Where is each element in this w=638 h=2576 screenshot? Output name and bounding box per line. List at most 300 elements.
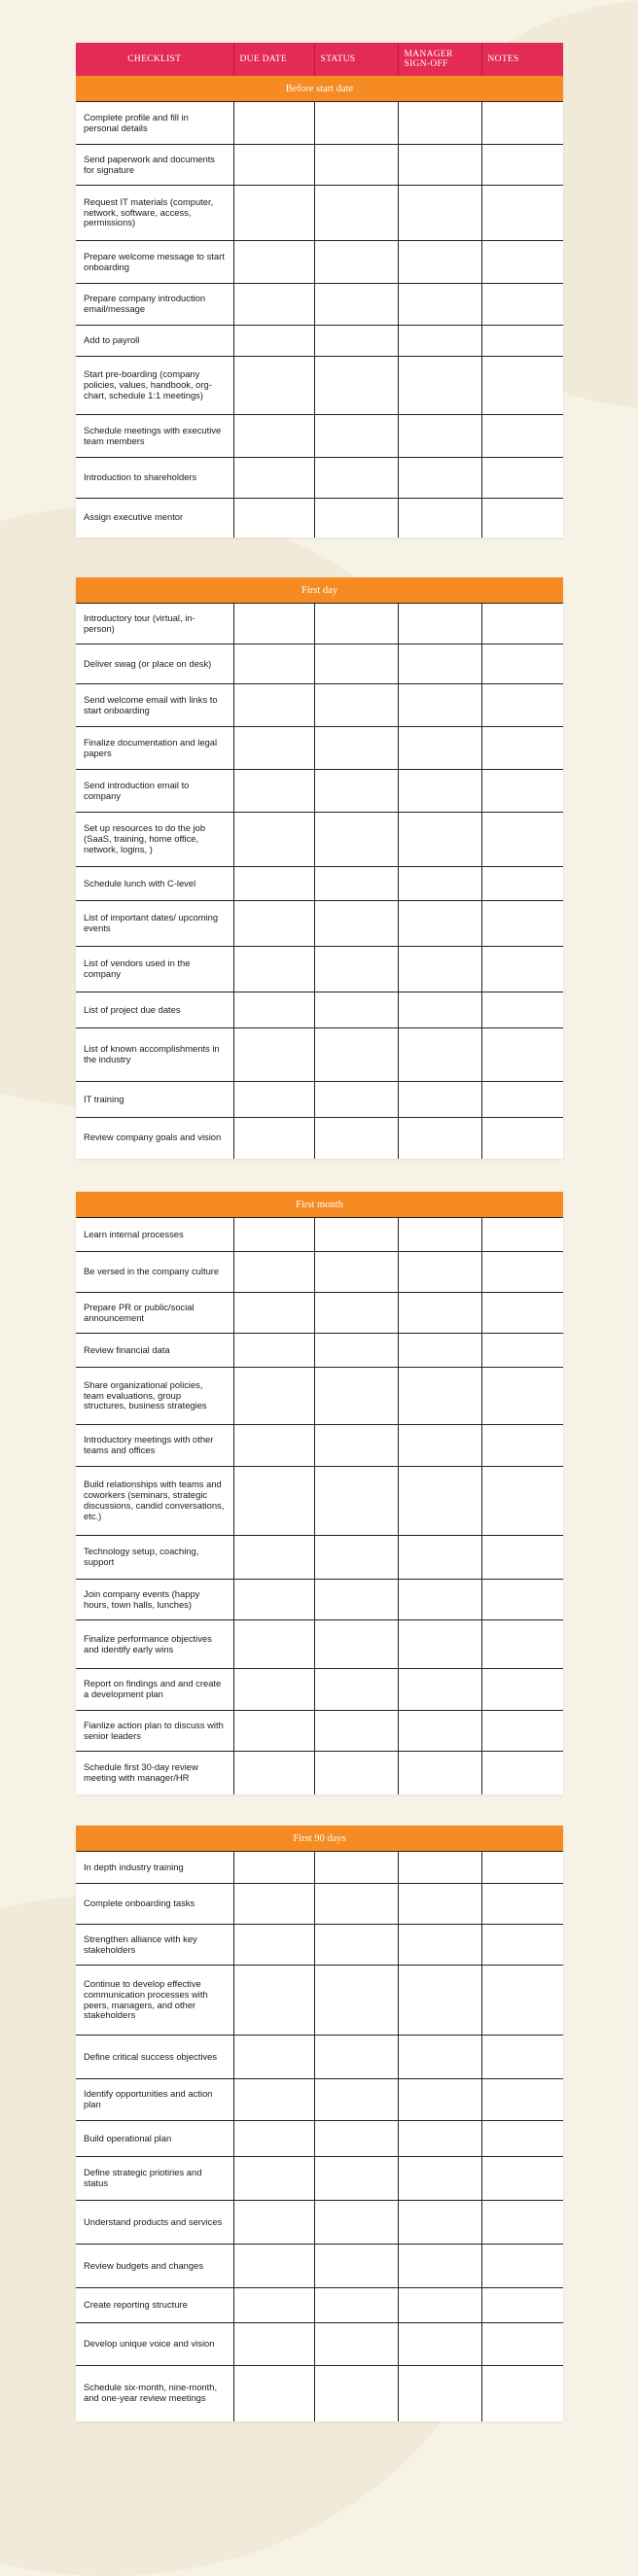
notes-cell[interactable] <box>481 867 563 901</box>
due-date-cell[interactable] <box>233 1082 314 1118</box>
due-date-cell[interactable] <box>233 241 314 284</box>
manager-signoff-cell[interactable] <box>398 1580 481 1620</box>
checklist-table-first-day <box>76 577 563 1159</box>
task-label: Finalize documentation and legal papers <box>76 727 233 770</box>
table-row <box>76 1620 563 1669</box>
manager-signoff-cell[interactable] <box>398 1293 481 1334</box>
due-date-cell[interactable] <box>233 1028 314 1082</box>
notes-cell[interactable] <box>481 326 563 357</box>
table-row <box>76 2366 563 2421</box>
due-date-cell[interactable] <box>233 1669 314 1711</box>
table-row <box>76 2121 563 2157</box>
notes-cell[interactable] <box>481 2079 563 2121</box>
status-cell[interactable] <box>314 1852 398 1884</box>
task-label: Develop unique voice and vision <box>76 2323 233 2366</box>
table-row <box>76 1884 563 1925</box>
task-label: Schedule six-month, nine-month, and one-year review meetings <box>76 2366 233 2421</box>
notes-cell[interactable] <box>481 415 563 458</box>
manager-signoff-cell[interactable] <box>398 1852 481 1884</box>
due-date-cell[interactable] <box>233 2201 314 2245</box>
status-cell[interactable] <box>314 357 398 415</box>
table-row <box>76 1467 563 1536</box>
due-date-cell[interactable] <box>233 1884 314 1925</box>
manager-signoff-cell[interactable] <box>398 102 481 145</box>
task-label: Be versed in the company culture <box>76 1252 233 1293</box>
manager-signoff-cell[interactable] <box>398 1118 481 1159</box>
status-cell[interactable] <box>314 145 398 186</box>
table-row <box>76 604 563 644</box>
notes-cell[interactable] <box>481 1334 563 1368</box>
due-date-cell[interactable] <box>233 102 314 145</box>
manager-signoff-cell[interactable] <box>398 1536 481 1580</box>
manager-signoff-cell[interactable] <box>398 1368 481 1425</box>
table-row <box>76 1368 563 1425</box>
status-cell[interactable] <box>314 186 398 241</box>
manager-signoff-cell[interactable] <box>398 1884 481 1925</box>
notes-cell[interactable] <box>481 1082 563 1118</box>
table-row <box>76 326 563 357</box>
notes-cell[interactable] <box>481 1425 563 1467</box>
manager-signoff-cell[interactable] <box>398 357 481 415</box>
table-row <box>76 813 563 867</box>
table-row <box>76 2323 563 2366</box>
due-date-cell[interactable] <box>233 284 314 326</box>
status-cell[interactable] <box>314 102 398 145</box>
column-header-status: STATUS <box>314 43 398 76</box>
notes-cell[interactable] <box>481 1620 563 1669</box>
due-date-cell[interactable] <box>233 186 314 241</box>
status-cell[interactable] <box>314 2121 398 2157</box>
task-label: List of project due dates <box>76 992 233 1028</box>
due-date-cell[interactable] <box>233 770 314 813</box>
notes-cell[interactable] <box>481 1580 563 1620</box>
manager-signoff-cell[interactable] <box>398 1082 481 1118</box>
due-date-cell[interactable] <box>233 1966 314 2036</box>
notes-cell[interactable] <box>481 2288 563 2323</box>
status-cell[interactable] <box>314 727 398 770</box>
notes-cell[interactable] <box>481 1368 563 1425</box>
task-label: Create reporting structure <box>76 2288 233 2323</box>
checklist-table-before-start <box>76 43 563 538</box>
status-cell[interactable] <box>314 1536 398 1580</box>
notes-cell[interactable] <box>481 1293 563 1334</box>
table-row <box>76 458 563 499</box>
status-cell[interactable] <box>314 813 398 867</box>
due-date-cell[interactable] <box>233 2288 314 2323</box>
manager-signoff-cell[interactable] <box>398 2323 481 2366</box>
manager-signoff-cell[interactable] <box>398 2036 481 2079</box>
table-row <box>76 684 563 727</box>
status-cell[interactable] <box>314 867 398 901</box>
table-row <box>76 770 563 813</box>
task-label: List of important dates/ upcoming events <box>76 901 233 947</box>
table-row <box>76 1752 563 1794</box>
due-date-cell[interactable] <box>233 684 314 727</box>
status-cell[interactable] <box>314 1252 398 1293</box>
manager-signoff-cell[interactable] <box>398 186 481 241</box>
table-row <box>76 1966 563 2036</box>
notes-cell[interactable] <box>481 186 563 241</box>
section-title: First 90 days <box>76 1826 563 1852</box>
column-header-notes: NOTES <box>481 43 563 76</box>
manager-signoff-cell[interactable] <box>398 2157 481 2201</box>
table-row <box>76 102 563 145</box>
manager-signoff-cell[interactable] <box>398 1925 481 1966</box>
task-label: Request IT materials (computer, network, software, access, permissions) <box>76 186 233 241</box>
notes-cell[interactable] <box>481 499 563 538</box>
task-label: Start pre-boarding (company policies, values, handbook, org-chart, schedule 1:1 meetings) <box>76 357 233 415</box>
table-row <box>76 727 563 770</box>
checklist-table-first-month <box>76 1192 563 1794</box>
table-row <box>76 2201 563 2245</box>
notes-cell[interactable] <box>481 1884 563 1925</box>
task-label: Join company events (happy hours, town halls, lunches) <box>76 1580 233 1620</box>
due-date-cell[interactable] <box>233 2245 314 2288</box>
status-cell[interactable] <box>314 415 398 458</box>
notes-cell[interactable] <box>481 2036 563 2079</box>
table-row <box>76 2288 563 2323</box>
table-row <box>76 1082 563 1118</box>
task-label: Review financial data <box>76 1334 233 1368</box>
due-date-cell[interactable] <box>233 644 314 684</box>
table-row <box>76 1252 563 1293</box>
table-row <box>76 145 563 186</box>
due-date-cell[interactable] <box>233 1293 314 1334</box>
task-label: Build relationships with teams and coworkers (seminars, strategic discussions, candid conversations, etc.) <box>76 1467 233 1536</box>
due-date-cell[interactable] <box>233 867 314 901</box>
manager-signoff-cell[interactable] <box>398 604 481 644</box>
column-header-manager-signoff: MANAGER SIGN-OFF <box>398 43 481 76</box>
status-cell[interactable] <box>314 1925 398 1966</box>
manager-signoff-cell[interactable] <box>398 499 481 538</box>
manager-signoff-cell[interactable] <box>398 415 481 458</box>
notes-cell[interactable] <box>481 1966 563 2036</box>
manager-signoff-cell[interactable] <box>398 145 481 186</box>
notes-cell[interactable] <box>481 1852 563 1884</box>
due-date-cell[interactable] <box>233 1467 314 1536</box>
status-cell[interactable] <box>314 284 398 326</box>
table-row <box>76 1669 563 1711</box>
table-row <box>76 1852 563 1884</box>
task-label: Complete profile and fill in personal details <box>76 102 233 145</box>
notes-cell[interactable] <box>481 1536 563 1580</box>
table-row <box>76 644 563 684</box>
manager-signoff-cell[interactable] <box>398 1252 481 1293</box>
checklist-table-first-90-days <box>76 1826 563 2421</box>
notes-cell[interactable] <box>481 284 563 326</box>
status-cell[interactable] <box>314 241 398 284</box>
due-date-cell[interactable] <box>233 1252 314 1293</box>
task-label: Share organizational policies, team evaluations, group structures, business strategies <box>76 1368 233 1425</box>
due-date-cell[interactable] <box>233 604 314 644</box>
table-row <box>76 992 563 1028</box>
status-cell[interactable] <box>314 1966 398 2036</box>
manager-signoff-cell[interactable] <box>398 2366 481 2421</box>
task-label: List of known accomplishments in the industry <box>76 1028 233 1082</box>
status-cell[interactable] <box>314 901 398 947</box>
manager-signoff-cell[interactable] <box>398 770 481 813</box>
manager-signoff-cell[interactable] <box>398 1218 481 1252</box>
due-date-cell[interactable] <box>233 1218 314 1252</box>
notes-cell[interactable] <box>481 992 563 1028</box>
manager-signoff-cell[interactable] <box>398 1711 481 1752</box>
task-label: Prepare PR or public/social announcement <box>76 1293 233 1334</box>
due-date-cell[interactable] <box>233 326 314 357</box>
table-row <box>76 357 563 415</box>
due-date-cell[interactable] <box>233 2036 314 2079</box>
notes-cell[interactable] <box>481 947 563 992</box>
notes-cell[interactable] <box>481 901 563 947</box>
table-row <box>76 1580 563 1620</box>
manager-signoff-cell[interactable] <box>398 901 481 947</box>
notes-cell[interactable] <box>481 357 563 415</box>
table-row <box>76 1425 563 1467</box>
table-row <box>76 1293 563 1334</box>
task-label: Build operational plan <box>76 2121 233 2157</box>
notes-cell[interactable] <box>481 1669 563 1711</box>
task-label: List of vendors used in the company <box>76 947 233 992</box>
notes-cell[interactable] <box>481 1028 563 1082</box>
due-date-cell[interactable] <box>233 1620 314 1669</box>
due-date-cell[interactable] <box>233 947 314 992</box>
manager-signoff-cell[interactable] <box>398 644 481 684</box>
manager-signoff-cell[interactable] <box>398 684 481 727</box>
table-row <box>76 186 563 241</box>
manager-signoff-cell[interactable] <box>398 2121 481 2157</box>
table-row <box>76 947 563 992</box>
status-cell[interactable] <box>314 1368 398 1425</box>
status-cell[interactable] <box>314 1082 398 1118</box>
due-date-cell[interactable] <box>233 357 314 415</box>
task-label: Introductory tour (virtual, in-person) <box>76 604 233 644</box>
status-cell[interactable] <box>314 1293 398 1334</box>
manager-signoff-cell[interactable] <box>398 1425 481 1467</box>
due-date-cell[interactable] <box>233 415 314 458</box>
task-label: Understand products and services <box>76 2201 233 2245</box>
task-label: Finalize performance objectives and identify early wins <box>76 1620 233 1669</box>
notes-cell[interactable] <box>481 770 563 813</box>
table-row <box>76 2157 563 2201</box>
task-label: Assign executive mentor <box>76 499 233 538</box>
due-date-cell[interactable] <box>233 1334 314 1368</box>
due-date-cell[interactable] <box>233 813 314 867</box>
table-row <box>76 2079 563 2121</box>
manager-signoff-cell[interactable] <box>398 1752 481 1794</box>
status-cell[interactable] <box>314 770 398 813</box>
notes-cell[interactable] <box>481 102 563 145</box>
status-cell[interactable] <box>314 1580 398 1620</box>
notes-cell[interactable] <box>481 684 563 727</box>
manager-signoff-cell[interactable] <box>398 867 481 901</box>
table-row <box>76 415 563 458</box>
manager-signoff-cell[interactable] <box>398 2079 481 2121</box>
due-date-cell[interactable] <box>233 1711 314 1752</box>
task-label: Send paperwork and documents for signature <box>76 145 233 186</box>
due-date-cell[interactable] <box>233 145 314 186</box>
task-label: In depth industry training <box>76 1852 233 1884</box>
due-date-cell[interactable] <box>233 1536 314 1580</box>
status-cell[interactable] <box>314 1425 398 1467</box>
notes-cell[interactable] <box>481 1118 563 1159</box>
notes-cell[interactable] <box>481 1252 563 1293</box>
status-cell[interactable] <box>314 326 398 357</box>
section-title: Before start date <box>76 76 563 102</box>
manager-signoff-cell[interactable] <box>398 1669 481 1711</box>
due-date-cell[interactable] <box>233 458 314 499</box>
manager-signoff-cell[interactable] <box>398 1620 481 1669</box>
manager-signoff-cell[interactable] <box>398 458 481 499</box>
manager-signoff-cell[interactable] <box>398 241 481 284</box>
task-label: Define critical success objectives <box>76 2036 233 2079</box>
section-title: First month <box>76 1192 563 1218</box>
notes-cell[interactable] <box>481 2323 563 2366</box>
due-date-cell[interactable] <box>233 2079 314 2121</box>
status-cell[interactable] <box>314 644 398 684</box>
notes-cell[interactable] <box>481 644 563 684</box>
task-label: Schedule lunch with C-level <box>76 867 233 901</box>
status-cell[interactable] <box>314 1669 398 1711</box>
due-date-cell[interactable] <box>233 1752 314 1794</box>
status-cell[interactable] <box>314 499 398 538</box>
notes-cell[interactable] <box>481 1752 563 1794</box>
task-label: Introductory meetings with other teams and offices <box>76 1425 233 1467</box>
notes-cell[interactable] <box>481 1467 563 1536</box>
notes-cell[interactable] <box>481 604 563 644</box>
manager-signoff-cell[interactable] <box>398 1966 481 2036</box>
notes-cell[interactable] <box>481 2201 563 2245</box>
status-cell[interactable] <box>314 2245 398 2288</box>
status-cell[interactable] <box>314 1752 398 1794</box>
table-row <box>76 284 563 326</box>
status-cell[interactable] <box>314 1334 398 1368</box>
manager-signoff-cell[interactable] <box>398 2201 481 2245</box>
status-cell[interactable] <box>314 2079 398 2121</box>
task-label: Add to payroll <box>76 326 233 357</box>
column-header-checklist: CHECKLIST <box>76 43 233 76</box>
notes-cell[interactable] <box>481 1925 563 1966</box>
due-date-cell[interactable] <box>233 1925 314 1966</box>
status-cell[interactable] <box>314 1028 398 1082</box>
table-row <box>76 2036 563 2079</box>
table-row <box>76 901 563 947</box>
manager-signoff-cell[interactable] <box>398 2245 481 2288</box>
manager-signoff-cell[interactable] <box>398 992 481 1028</box>
manager-signoff-cell[interactable] <box>398 284 481 326</box>
task-label: Fianlize action plan to discuss with senior leaders <box>76 1711 233 1752</box>
status-cell[interactable] <box>314 2288 398 2323</box>
status-cell[interactable] <box>314 2323 398 2366</box>
table-header-row <box>76 43 563 76</box>
notes-cell[interactable] <box>481 727 563 770</box>
task-label: Define strategic priotiries and status <box>76 2157 233 2201</box>
status-cell[interactable] <box>314 1711 398 1752</box>
due-date-cell[interactable] <box>233 2157 314 2201</box>
status-cell[interactable] <box>314 604 398 644</box>
due-date-cell[interactable] <box>233 1580 314 1620</box>
due-date-cell[interactable] <box>233 1852 314 1884</box>
table-row <box>76 867 563 901</box>
due-date-cell[interactable] <box>233 1118 314 1159</box>
status-cell[interactable] <box>314 1218 398 1252</box>
due-date-cell[interactable] <box>233 2323 314 2366</box>
table-row <box>76 1028 563 1082</box>
due-date-cell[interactable] <box>233 992 314 1028</box>
due-date-cell[interactable] <box>233 1425 314 1467</box>
notes-cell[interactable] <box>481 241 563 284</box>
notes-cell[interactable] <box>481 1218 563 1252</box>
status-cell[interactable] <box>314 1620 398 1669</box>
due-date-cell[interactable] <box>233 727 314 770</box>
manager-signoff-cell[interactable] <box>398 813 481 867</box>
task-label: Complete onboarding tasks <box>76 1884 233 1925</box>
task-label: Report on findings and and create a development plan <box>76 1669 233 1711</box>
task-label: Review company goals and vision <box>76 1118 233 1159</box>
task-label: Deliver swag (or place on desk) <box>76 644 233 684</box>
task-label: Prepare company introduction email/message <box>76 284 233 326</box>
notes-cell[interactable] <box>481 2121 563 2157</box>
task-label: Strengthen alliance with key stakeholders <box>76 1925 233 1966</box>
manager-signoff-cell[interactable] <box>398 947 481 992</box>
column-header-due-date: DUE DATE <box>233 43 314 76</box>
table-row <box>76 2245 563 2288</box>
due-date-cell[interactable] <box>233 2121 314 2157</box>
task-label: Send introduction email to company <box>76 770 233 813</box>
manager-signoff-cell[interactable] <box>398 727 481 770</box>
notes-cell[interactable] <box>481 1711 563 1752</box>
manager-signoff-cell[interactable] <box>398 1028 481 1082</box>
task-label: Identify opportunities and action plan <box>76 2079 233 2121</box>
due-date-cell[interactable] <box>233 1368 314 1425</box>
table-row <box>76 1925 563 1966</box>
manager-signoff-cell[interactable] <box>398 1334 481 1368</box>
status-cell[interactable] <box>314 1884 398 1925</box>
status-cell[interactable] <box>314 458 398 499</box>
notes-cell[interactable] <box>481 2366 563 2421</box>
notes-cell[interactable] <box>481 2245 563 2288</box>
status-cell[interactable] <box>314 2201 398 2245</box>
task-label: Continue to develop effective communication processes with peers, managers, and other stakeholders <box>76 1966 233 2036</box>
task-label: Review budgets and changes <box>76 2245 233 2288</box>
task-label: Introduction to shareholders <box>76 458 233 499</box>
task-label: Schedule first 30-day review meeting with manager/HR <box>76 1752 233 1794</box>
status-cell[interactable] <box>314 2157 398 2201</box>
table-row <box>76 241 563 284</box>
task-label: Technology setup, coaching, support <box>76 1536 233 1580</box>
task-label: Prepare welcome message to start onboarding <box>76 241 233 284</box>
due-date-cell[interactable] <box>233 901 314 947</box>
table-row <box>76 1536 563 1580</box>
notes-cell[interactable] <box>481 2157 563 2201</box>
table-row <box>76 499 563 538</box>
manager-signoff-cell[interactable] <box>398 326 481 357</box>
status-cell[interactable] <box>314 2366 398 2421</box>
notes-cell[interactable] <box>481 458 563 499</box>
notes-cell[interactable] <box>481 813 563 867</box>
status-cell[interactable] <box>314 1118 398 1159</box>
status-cell[interactable] <box>314 1467 398 1536</box>
status-cell[interactable] <box>314 684 398 727</box>
status-cell[interactable] <box>314 947 398 992</box>
notes-cell[interactable] <box>481 145 563 186</box>
manager-signoff-cell[interactable] <box>398 1467 481 1536</box>
manager-signoff-cell[interactable] <box>398 2288 481 2323</box>
section-title: First day <box>76 577 563 604</box>
status-cell[interactable] <box>314 992 398 1028</box>
status-cell[interactable] <box>314 2036 398 2079</box>
due-date-cell[interactable] <box>233 499 314 538</box>
due-date-cell[interactable] <box>233 2366 314 2421</box>
task-label: Send welcome email with links to start onboarding <box>76 684 233 727</box>
